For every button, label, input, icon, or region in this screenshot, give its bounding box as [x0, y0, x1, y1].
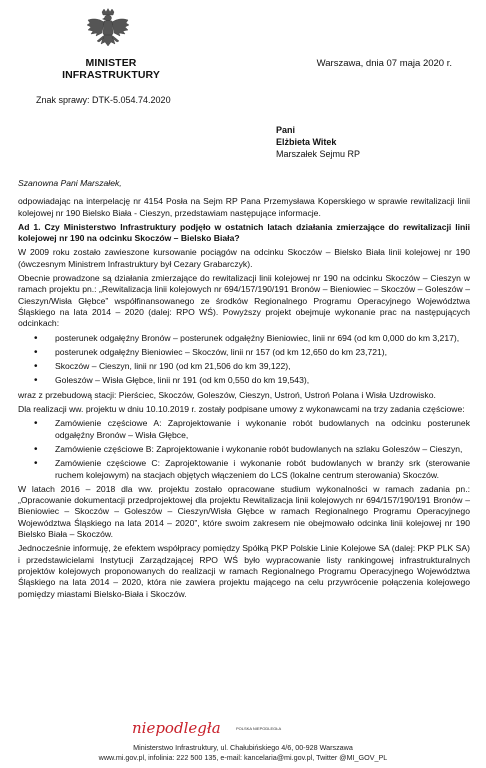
list-item: • Skoczów – Cieszyn, linii nr 190 (od km 21,506 do km 39,122), — [18, 361, 470, 372]
list-item: • Zamówienie częściowe A: Zaprojektowanie i wykonanie robót budowlanych na odcinku posterunek odgałęźny Bronów – Wisła Głębce, — [18, 418, 470, 441]
salutation: Szanowna Pani Marszałek, — [18, 178, 122, 188]
recipient-name: Elżbieta Witek — [276, 137, 337, 147]
paragraph-1: W 2009 roku zostało zawieszone kursowanie pociągów na odcinku Skoczów – Bielsko Biała linii kolejowej nr 190 (ówczesnym Ministrem Infrastruktury był Cezary Grabarczyk). — [18, 247, 470, 269]
recipient-title: Marszałek Sejmu RP — [276, 149, 361, 159]
recipient-salutation: Pani — [276, 125, 296, 135]
letter-body — [18, 178, 470, 603]
niepodlegla-logo — [128, 718, 308, 740]
list-item: • posterunek odgałęźny Bieniowiec – Skoczów, linii nr 157 (od km 12,650 do km 23,721), — [18, 347, 470, 358]
intro-paragraph: odpowiadając na interpelację nr 4154 Posła na Sejm RP Pana Przemysława Koperskiego w sprawie rewitalizacji linii kolejowej nr 190 Bielsko Biała - Cieszyn, przedstawiam następujące informacje. — [18, 196, 470, 218]
paragraph-6: Jednocześnie informuję, że efektem współpracy pomiędzy Spółką PKP Polskie Linie Kolejowe SA (dalej: PKP PLK SA) i przedstawicielami Instytucji Zarządzającej RPO WŚ było wypracowanie listy rankingowej infrastrukturalnych projektów kolejowych proponowanych do realizacji w ramach Regionalnego Programu Operacyjnego Województwa Śląskiego na lata 2014 – 2020, która nie zawiera projektu mającego na celu przywrócenie połączenia kolejowego pomiędzy miastami Bielsko-Biała i Skoczów. — [18, 543, 470, 599]
list-item: • Zamówienie częściowe C: Zaprojektowanie i wykonanie robót budowlanych w branży srk (sterowanie ruchem kolejowym) na stacjach objętych włączeniem do LCS (lokalne centrum sterowania) Skoczów. — [18, 458, 470, 481]
list-item: • Goleszów – Wisła Głębce, linii nr 191 (od km 0,550 do km 19,543), — [18, 375, 470, 386]
list-item: • posterunek odgałęźny Bronów – posterunek odgałęźny Bieniowiec, linii nr 694 (od km 0,000 do km 3,217), — [18, 333, 470, 344]
logo-small-text: POLSKA NIEPODLEGŁA — [236, 726, 282, 731]
paragraph-2: Obecnie prowadzone są działania zmierzające do rewitalizacji linii kolejowej nr 190 na odcinku Skoczów – Cieszyn w ramach projektu pn.: „Rewitalizacja linii kolejowych nr 694/157/190/191 Bronów – Bieniowiec – Skoczów – Goleszów – Cieszyn/Wisła Głębce” współfinansowanego ze środków Regionalnego Programu Operacyjnego Województwa Śląskiego na lata 2014 – 2020 (dalej: RPO WŚ). Powyższy projekt obejmuje wykonanie prac na następujących odcinkach: — [18, 273, 470, 329]
logo-script-text: niepodległa — [132, 719, 221, 737]
footer-contact: www.mi.gov.pl, infolinia: 222 500 135, e-mail: kancelaria@mi.gov.pl, Twitter @MI_GOV_PL — [98, 753, 388, 762]
polish-eagle-emblem-icon — [86, 8, 130, 58]
paragraph-3: wraz z przebudową stacji: Pierściec, Skoczów, Goleszów, Cieszyn, Ustroń, Ustroń Polana i Wisła Uzdrowisko. — [18, 389, 436, 400]
paragraph-5: W latach 2016 – 2018 dla ww. projektu zostało opracowane studium wykonalności w ramach zadania pn.: „Opracowanie dokumentacji przedprojektowej dla projektu Rewitalizacja linii kolejowych nr 694/157/190/191 Bronów – Bieniowiec – Skoczów – Goleszów – Cieszyn/Wisła Głębce w ramach Regionalnego Programu Operacyjnego Województwa Śląskiego na lata 2014 – 2020”, które swoim zakresem nie obejmowało odcinka linii kolejowej nr 190 Bielsko Biała – Skoczów. — [18, 483, 470, 540]
case-reference: Znak sprawy: DTK-5.054.74.2020 — [36, 95, 171, 105]
place-and-date: Warszawa, dnia 07 maja 2020 r. — [316, 58, 452, 69]
ministry-name: MINISTER INFRASTRUKTURY — [62, 57, 160, 81]
question-heading: Ad 1. Czy Ministerstwo Infrastruktury podjęło w ostatnich latach działania zmierzające do rewitalizacji linii kolejowej nr 190 na odcinku Skoczów – Bielsko Biała? — [18, 221, 470, 244]
contracts-list — [18, 418, 470, 480]
recipient-block — [276, 124, 360, 160]
paragraph-4: Dla realizacji ww. projektu w dniu 10.10.2019 r. zostały podpisane umowy z wykonawcami na trzy zadania częściowe: — [18, 404, 465, 415]
footer-address: Ministerstwo Infrastruktury, ul. Chałubińskiego 4/6, 00-928 Warszawa — [133, 743, 353, 752]
list-item: • Zamówienie częściowe B: Zaprojektowanie i wykonanie robót budowlanych na szlaku Goleszów – Cieszyn, — [18, 444, 470, 455]
sections-list — [18, 333, 470, 387]
